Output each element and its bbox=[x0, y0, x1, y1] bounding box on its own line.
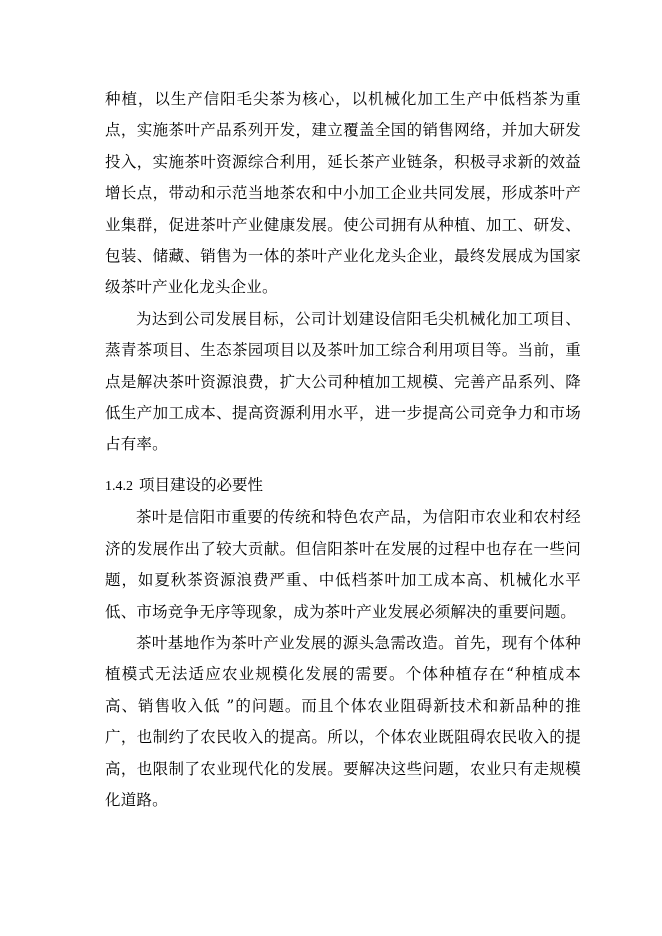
paragraph-industry-problems: 茶叶是信阳市重要的传统和特色农产品，为信阳市农业和农村经济的发展作出了较大贡献。但信阳茶叶在发展的过程中也存在一些问题，如夏秋茶资源浪费严重、中低档茶叶加工成本高、机械化水平低、市场竞争无序等现象，成为茶叶产业发展必须解决的重要问题。 bbox=[105, 508, 581, 621]
section-title: 项目建设的必要性 bbox=[139, 475, 264, 494]
paragraph-base-reform: 茶叶基地作为茶叶产业发展的源头急需改造。首先，现有个体种植模式无法适应农业规模化发展的需要。个体种植存在“种植成本高、销售收入低 ”的问题。而且个体农业阻碍新技术和新品种的推广，也制约了农民收入的提高。所以，个体农业既阻碍农民收入的提高，也限制了农业现代化的发展。要解决这些问题，农业只有走规模化道路。 bbox=[105, 633, 581, 809]
section-heading bbox=[105, 470, 581, 502]
paragraph-development-goals: 为达到公司发展目标，公司计划建设信阳毛尖机械化加工项目、蒸青茶项目、生态茶园项目以及茶叶加工综合利用项目等。当前，重点是解决茶叶资源浪费，扩大公司种植加工规模、完善产品系列、降低生产加工成本、提高资源利用水平，进一步提高公司竞争力和市场占有率。 bbox=[105, 309, 581, 454]
document-body bbox=[105, 84, 581, 816]
section-number: 1.4.2 bbox=[105, 478, 133, 494]
paragraph-plantation-strategy: 种植，以生产信阳毛尖茶为核心，以机械化加工生产中低档茶为重点，实施茶叶产品系列开发，建立覆盖全国的销售网络，并加大研发投入，实施茶叶资源综合利用，延长茶产业链条，积极寻求新的效益增长点，带动和示范当地茶农和中小加工企业共同发展，形成茶叶产业集群，促进茶叶产业健康发展。使公司拥有从种植、加工、研发、包装、储藏、销售为一体的茶叶产业化龙头企业，最终发展成为国家级茶叶产业化龙头企业。 bbox=[105, 90, 581, 297]
